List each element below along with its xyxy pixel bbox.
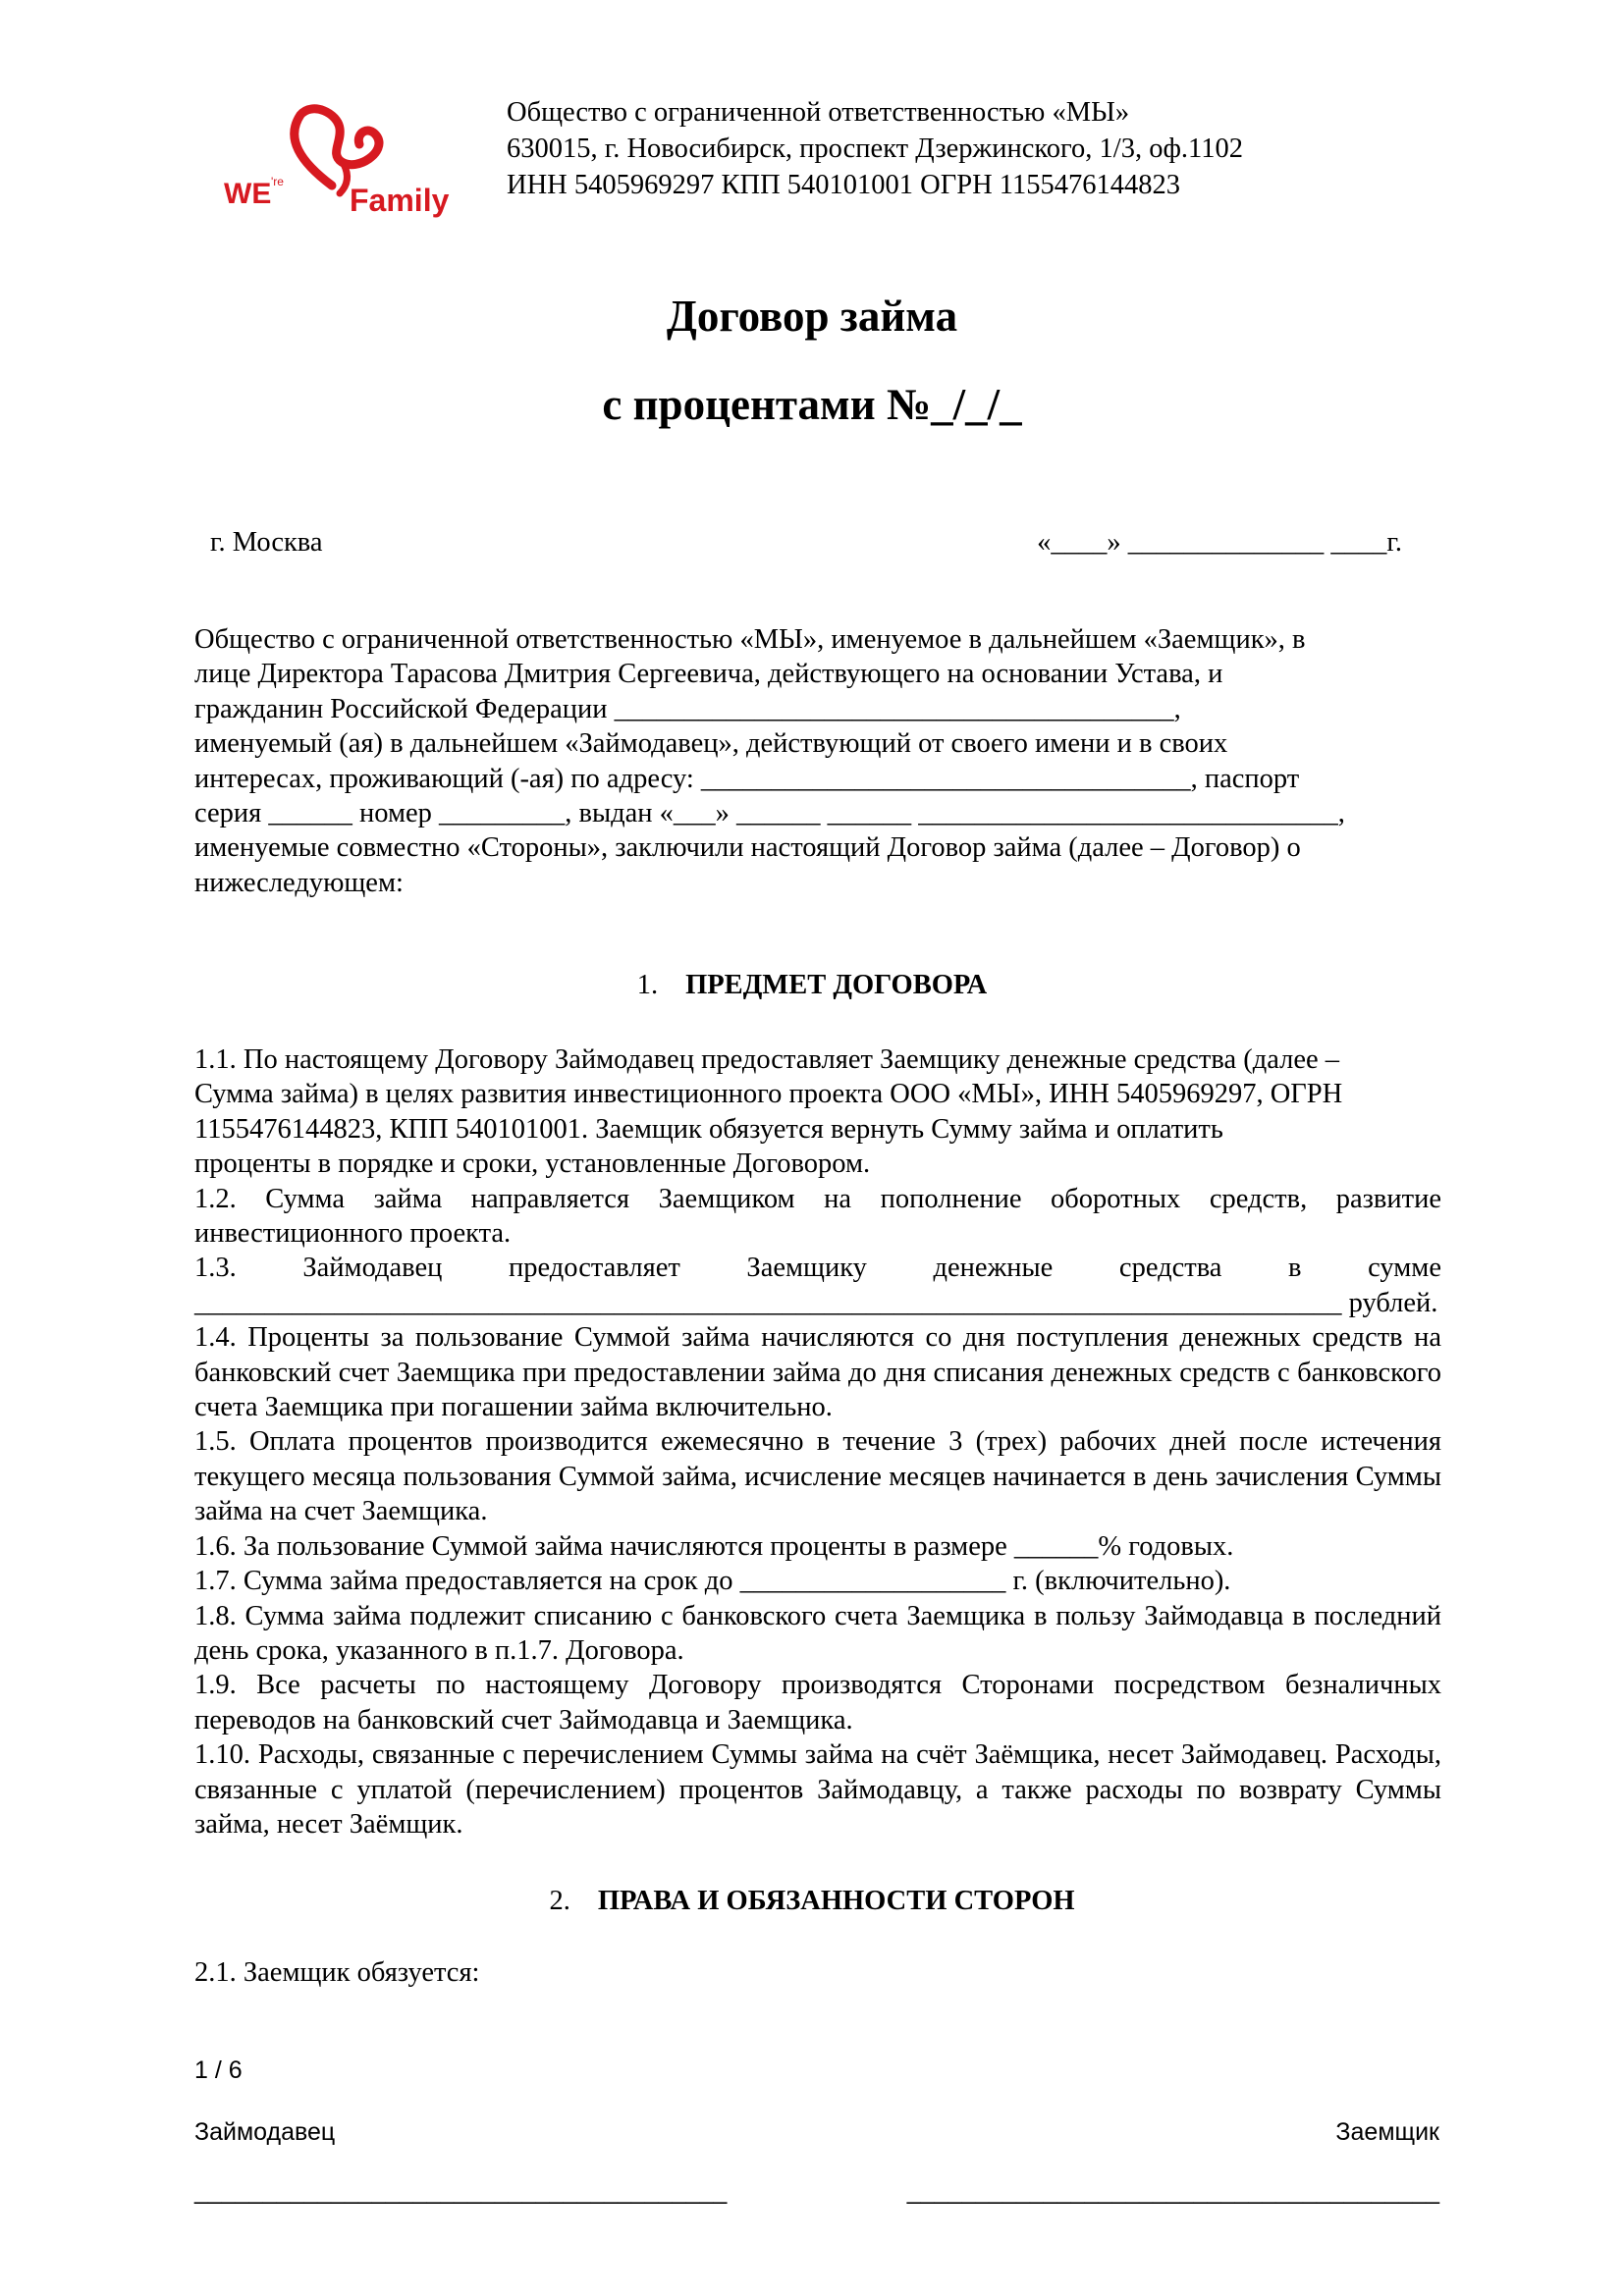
lender-signature-line: _______________________________________ [194,2177,728,2205]
preamble-line: нижеследующем: [194,867,404,898]
clause-1-7: 1.7. Сумма займа предоставляется на срок до ___________________ г. (включительно). [194,1566,1231,1597]
contract-city: г. Москва [210,527,323,558]
clause-1-3: 1.3. Займодавец предоставляет Заемщику денежные средства в сумме [194,1253,1441,1284]
company-header [507,94,1243,203]
section-heading-1 [0,970,1624,1001]
clause-1-6: 1.6. За пользование Суммой займа начисляются проценты в размере ______% годовых. [194,1530,1234,1562]
clause-1-2: 1.2. Сумма займа направляется Заемщиком на пополнение оборотных средств, развитие инвестиционного проекта. [194,1183,1441,1250]
section-title: ПРЕДМЕТ ДОГОВОРА [685,970,988,1000]
logo-family-text: Family [350,183,450,218]
clause-1-10: 1.10. Расходы, связанные с перечислением Суммы займа на счёт Заёмщика, несет Займодавец. Расходы, связанные с уплатой (перечислением) процентов Займодавцу, а также расходы по возврату Суммы займа, несет Заёмщик. [194,1739,1441,1840]
preamble-line: именуемый (ая) в дальнейшем «Займодавец», действующий от своего имени и в своих [194,728,1228,760]
section-title: ПРАВА И ОБЯЗАННОСТИ СТОРОН [597,1886,1075,1916]
logo-re-text: 're [271,175,284,188]
preamble-line: Общество с ограниченной ответственностью «МЫ», именуемое в дальнейшем «Заемщик», в [194,624,1306,655]
preamble-line: серия ______ номер _________, выдан «___» ______ ______ ______________________________, [194,798,1345,829]
page-number: 1 / 6 [194,2056,243,2084]
clause-line: проценты в порядке и сроки, установленные Договором. [194,1148,871,1180]
section-1-clauses [194,1042,1441,1842]
preamble-line: гражданин Российской Федерации ________________________________________, [194,693,1181,724]
clause-1-4: 1.4. Проценты за пользование Суммой займа начисляются со дня поступления денежных средств на банковский счет Заемщика при предоставлении займа до дня списания денежных средств с банковского счета Заемщика при погашении займа включительно. [194,1322,1441,1423]
company-name: Общество с ограниченной ответственностью «МЫ» [507,97,1130,128]
document-subtitle: с процентами №_/_/_ [602,380,1022,429]
clause-1-1 [194,1042,1441,1182]
borrower-signature-line: _______________________________________ [906,2177,1439,2205]
clause-2-1: 2.1. Заемщик обязуется: [194,1957,480,1988]
clause-1-8: 1.8. Сумма займа подлежит списанию с банковского счета Заемщика в пользу Займодавца в последний день срока, указанного в п.1.7. Договора. [194,1600,1441,1666]
document-title: Договор займа [666,292,958,341]
clause-1-9: 1.9. Все расчеты по настоящему Договору производятся Сторонами посредством безналичных переводов на банковский счет Займодавца и Заемщика. [194,1670,1441,1735]
section-number: 1. [636,970,659,1000]
preamble-line: интересах, проживающий (-ая) по адресу: ___________________________________, паспорт [194,763,1300,794]
clause-line: 1.1. По настоящему Договору Займодавец предоставляет Заемщику денежные средства (далее – [194,1044,1340,1075]
company-registration: ИНН 5405969297 КПП 540101001 ОГРН 1155476144823 [507,170,1180,200]
preamble-line: лице Директора Тарасова Дмитрия Сергеевича, действующего на основании Устава, и [194,659,1223,690]
preamble-line: именуемые совместно «Стороны», заключили настоящий Договор займа (далее – Договор) о [194,832,1301,864]
clause-line: 1155476144823, КПП 540101001. Заемщик обязуется вернуть Сумму займа и оплатить [194,1113,1223,1145]
logo-we-text: WE [224,178,272,210]
company-logo [222,103,467,221]
logo-swirl-icon [222,103,467,221]
contract-date: «____» ______________ ____г. [1037,527,1402,558]
borrower-signature-label: Заемщик [1335,2118,1439,2146]
section-number: 2. [549,1886,570,1916]
clause-line: Сумма займа) в целях развития инвестиционного проекта ООО «МЫ», ИНН 5405969297, ОГРН [194,1079,1343,1110]
clause-1-5: 1.5. Оплата процентов производится ежемесячно в течение 3 (трех) рабочих дней после истечения текущего месяца пользования Суммой займа, исчисление месяцев начинается в день зачисления Суммы займа на счет Заемщика. [194,1426,1441,1527]
preamble [194,622,1441,900]
clause-1-3-amount: __________________________________________________________________________________ рублей. [194,1287,1438,1318]
company-address: 630015, г. Новосибирск, проспект Дзержинского, 1/3, оф.1102 [507,133,1243,164]
lender-signature-label: Займодавец [194,2118,336,2146]
section-heading-2 [0,1886,1624,1917]
